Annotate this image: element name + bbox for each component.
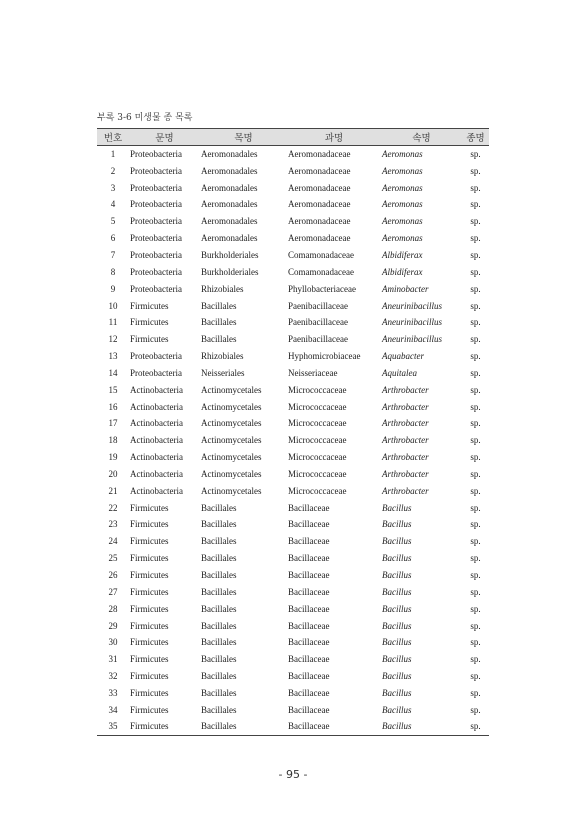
order-cell: Bacillales [201,536,237,547]
species-cell: sp. [470,216,481,227]
order-cell: Rhizobiales [201,283,244,294]
genus-cell: Arthrobacter [382,452,429,463]
table-row [97,162,489,179]
row-number: 3 [110,182,116,193]
genus-cell: Aeromonas [382,165,423,176]
species-cell: sp. [470,182,481,193]
table-row [97,449,489,466]
species-cell: sp. [462,718,489,735]
phylum-cell: Actinobacteria [130,452,183,463]
species-cell: sp. [470,704,481,715]
family-cell: Bacillaceae [288,671,330,682]
species-cell: sp. [470,165,481,176]
order-cell: Bacillales [201,620,237,631]
row-number: 4 [110,199,116,210]
genus-cell: Arthrobacter [382,435,429,446]
row-number: 24 [108,536,118,547]
row-number: 1 [110,149,116,160]
genus-cell: Bacillus [382,603,412,614]
phylum-cell: Proteobacteria [130,149,182,160]
row-number: 9 [110,283,116,294]
phylum-cell: Firmicutes [130,687,169,698]
family-cell: Micrococcaceae [288,468,347,479]
phylum-cell: Firmicutes [130,620,169,631]
genus-cell: Aneurinibacillus [382,317,442,328]
page-number: - 95 - [278,768,308,781]
table-header-row [97,129,489,146]
order-cell: Neisseriales [201,367,245,378]
row-number: 29 [108,620,118,631]
phylum-cell: Firmicutes [130,603,169,614]
row-number: 25 [108,553,118,564]
order-cell: Aeromonadales [201,216,258,227]
species-cell: sp. [470,570,481,581]
family-cell: Micrococcaceae [288,435,347,446]
header-family: 과명 [287,129,381,146]
family-cell: Comamonadaceae [288,266,354,277]
family-cell: Comamonadaceae [288,249,354,260]
species-cell: sp. [470,654,481,665]
phylum-cell: Firmicutes [130,317,169,328]
table-row [97,668,489,685]
phylum-cell: Firmicutes [130,519,169,530]
family-cell: Bacillaceae [288,586,330,597]
table-row [97,297,489,314]
order-cell: Bacillales [201,519,237,530]
family-cell: Micrococcaceae [288,485,347,496]
phylum-cell: Firmicutes [129,718,200,735]
order-cell: Actinomycetales [201,435,262,446]
table-row [97,567,489,584]
family-cell: Micrococcaceae [288,452,347,463]
phylum-cell: Proteobacteria [130,249,182,260]
order-cell: Aeromonadales [201,199,258,210]
family-cell: Phyllobacteriaceae [288,283,356,294]
genus-cell: Aneurinibacillus [382,300,442,311]
phylum-cell: Proteobacteria [130,351,182,362]
family-cell: Aeromonadaceae [288,233,351,244]
table-row [97,146,489,163]
table-row [97,263,489,280]
phylum-cell: Firmicutes [130,586,169,597]
table-row [97,583,489,600]
row-number: 20 [108,468,118,479]
phylum-cell: Firmicutes [130,334,169,345]
family-cell: Bacillaceae [288,553,330,564]
family-cell: Paenibacillaceae [288,300,348,311]
genus-cell: Arthrobacter [382,468,429,479]
row-number: 19 [108,452,118,463]
order-cell: Aeromonadales [201,165,258,176]
row-number: 18 [108,435,118,446]
family-cell: Paenibacillaceae [288,334,348,345]
family-cell: Aeromonadaceae [288,165,351,176]
table-body [97,146,489,736]
order-cell: Bacillales [201,687,237,698]
order-cell: Actinomycetales [201,401,262,412]
phylum-cell: Actinobacteria [130,435,183,446]
order-cell: Bacillales [201,704,237,715]
row-number: 34 [108,704,118,715]
family-cell: Aeromonadaceae [288,149,351,160]
table-row [97,213,489,230]
order-cell: Bacillales [201,317,237,328]
genus-cell: Bacillus [381,718,462,735]
table-row [97,398,489,415]
family-cell: Micrococcaceae [288,401,347,412]
row-number: 27 [108,586,118,597]
phylum-cell: Proteobacteria [130,199,182,210]
row-number: 7 [110,249,116,260]
row-number: 31 [108,654,118,665]
row-number: 2 [110,165,116,176]
genus-cell: Aquitalea [382,367,417,378]
family-cell: Aeromonadaceae [288,216,351,227]
genus-cell: Bacillus [382,620,412,631]
family-cell: Bacillaceae [288,603,330,614]
genus-cell: Aeromonas [382,216,423,227]
family-cell: Micrococcaceae [288,384,347,395]
table-row [97,196,489,213]
genus-cell: Bacillus [382,536,412,547]
phylum-cell: Proteobacteria [130,367,182,378]
species-cell: sp. [470,536,481,547]
phylum-cell: Firmicutes [130,502,169,513]
row-number: 13 [108,351,118,362]
family-cell: Hyphomicrobiaceae [288,351,361,362]
table-row [97,634,489,651]
header-species: 종명 [462,129,489,146]
phylum-cell: Proteobacteria [130,182,182,193]
genus-cell: Albidiferax [382,266,423,277]
order-cell: Bacillales [201,654,237,665]
genus-cell: Aquabacter [382,351,424,362]
phylum-cell: Firmicutes [130,536,169,547]
species-cell: sp. [470,637,481,648]
species-cell: sp. [470,199,481,210]
family-cell: Paenibacillaceae [288,317,348,328]
order-cell: Aeromonadales [201,149,258,160]
species-cell: sp. [470,603,481,614]
header-number: 번호 [97,129,129,146]
family-cell: Bacillaceae [288,570,330,581]
table-row [97,685,489,702]
species-cell: sp. [470,620,481,631]
phylum-cell: Actinobacteria [130,384,183,395]
genus-cell: Albidiferax [382,249,423,260]
header-genus: 속명 [381,129,462,146]
order-cell: Bacillales [201,300,237,311]
table-row [97,432,489,449]
species-cell: sp. [470,266,481,277]
genus-cell: Bacillus [382,586,412,597]
phylum-cell: Proteobacteria [130,266,182,277]
order-cell: Bacillales [201,502,237,513]
genus-cell: Bacillus [382,553,412,564]
order-cell: Burkholderiales [201,266,259,277]
species-cell: sp. [470,553,481,564]
genus-cell: Aeromonas [382,182,423,193]
species-cell: sp. [470,351,481,362]
species-cell: sp. [470,283,481,294]
table-row [97,499,489,516]
species-cell: sp. [470,586,481,597]
table-row [97,331,489,348]
table-row [97,600,489,617]
header-phylum: 문명 [129,129,200,146]
genus-cell: Arthrobacter [382,485,429,496]
table-row [97,348,489,365]
species-cell: sp. [470,233,481,244]
table-row [97,466,489,483]
genus-cell: Arthrobacter [382,418,429,429]
row-number: 32 [108,671,118,682]
order-cell: Bacillales [200,718,287,735]
phylum-cell: Actinobacteria [130,418,183,429]
table-row [97,516,489,533]
family-cell: Bacillaceae [288,502,330,513]
row-number: 14 [108,367,118,378]
order-cell: Bacillales [201,586,237,597]
family-cell: Bacillaceae [288,654,330,665]
phylum-cell: Actinobacteria [130,401,183,412]
phylum-cell: Proteobacteria [130,233,182,244]
table-row [97,280,489,297]
species-cell: sp. [470,452,481,463]
phylum-cell: Proteobacteria [130,216,182,227]
phylum-cell: Firmicutes [130,300,169,311]
family-cell: Micrococcaceae [288,418,347,429]
phylum-cell: Firmicutes [130,704,169,715]
row-number: 5 [110,216,116,227]
row-number: 17 [108,418,118,429]
genus-cell: Aeromonas [382,233,423,244]
phylum-cell: Firmicutes [130,671,169,682]
row-number: 23 [108,519,118,530]
order-cell: Bacillales [201,553,237,564]
genus-cell: Bacillus [382,502,412,513]
phylum-cell: Actinobacteria [130,485,183,496]
phylum-cell: Firmicutes [130,654,169,665]
table-row [97,179,489,196]
genus-cell: Bacillus [382,671,412,682]
order-cell: Actinomycetales [201,384,262,395]
species-table [97,128,489,736]
species-cell: sp. [470,502,481,513]
species-cell: sp. [470,418,481,429]
order-cell: Burkholderiales [201,249,259,260]
genus-cell: Bacillus [382,654,412,665]
species-cell: sp. [470,401,481,412]
species-cell: sp. [470,317,481,328]
order-cell: Aeromonadales [201,233,258,244]
row-number: 33 [108,687,118,698]
table-row [97,617,489,634]
genus-cell: Bacillus [382,570,412,581]
table-row [97,701,489,718]
species-cell: sp. [470,300,481,311]
family-cell: Bacillaceae [288,519,330,530]
phylum-cell: Proteobacteria [130,283,182,294]
family-cell: Neisseriaceae [288,367,338,378]
table-caption: 부록 3-6 미생물 종 목록 [97,113,193,123]
row-number: 11 [108,317,118,328]
species-cell: sp. [470,435,481,446]
species-cell: sp. [470,687,481,698]
row-number: 22 [108,502,118,513]
table-row [97,381,489,398]
family-cell: Aeromonadaceae [288,182,351,193]
phylum-cell: Firmicutes [130,570,169,581]
row-number: 10 [108,300,118,311]
family-cell: Bacillaceae [288,637,330,648]
species-cell: sp. [470,149,481,160]
order-cell: Bacillales [201,603,237,614]
header-order: 목명 [200,129,287,146]
genus-cell: Bacillus [382,704,412,715]
table-row [97,314,489,331]
row-number: 30 [108,637,118,648]
phylum-cell: Firmicutes [130,553,169,564]
order-cell: Bacillales [201,637,237,648]
species-cell: sp. [470,485,481,496]
table-row [97,651,489,668]
row-number: 15 [108,384,118,395]
genus-cell: Arthrobacter [382,384,429,395]
family-cell: Bacillaceae [288,536,330,547]
species-cell: sp. [470,334,481,345]
row-number: 6 [110,233,116,244]
table-row [97,550,489,567]
genus-cell: Aminobacter [382,283,429,294]
table-row [97,533,489,550]
table-row [97,718,489,735]
phylum-cell: Firmicutes [130,637,169,648]
order-cell: Bacillales [201,671,237,682]
species-cell: sp. [470,519,481,530]
phylum-cell: Proteobacteria [130,165,182,176]
row-number: 16 [108,401,118,412]
phylum-cell: Actinobacteria [130,468,183,479]
row-number: 28 [108,603,118,614]
genus-cell: Aneurinibacillus [382,334,442,345]
order-cell: Aeromonadales [201,182,258,193]
order-cell: Actinomycetales [201,485,262,496]
genus-cell: Aeromonas [382,199,423,210]
species-cell: sp. [470,671,481,682]
family-cell: Bacillaceae [288,704,330,715]
row-number: 26 [108,570,118,581]
species-cell: sp. [470,249,481,260]
family-cell: Bacillaceae [287,718,381,735]
order-cell: Bacillales [201,334,237,345]
order-cell: Rhizobiales [201,351,244,362]
order-cell: Actinomycetales [201,452,262,463]
table-row [97,364,489,381]
family-cell: Aeromonadaceae [288,199,351,210]
family-cell: Bacillaceae [288,687,330,698]
family-cell: Bacillaceae [288,620,330,631]
table-row [97,247,489,264]
species-cell: sp. [470,468,481,479]
row-number: 21 [108,485,118,496]
table-row [97,482,489,499]
table-row [97,415,489,432]
genus-cell: Arthrobacter [382,401,429,412]
order-cell: Bacillales [201,570,237,581]
genus-cell: Bacillus [382,637,412,648]
genus-cell: Bacillus [382,687,412,698]
genus-cell: Bacillus [382,519,412,530]
row-number: 35 [97,718,129,735]
row-number: 12 [108,334,118,345]
order-cell: Actinomycetales [201,418,262,429]
genus-cell: Aeromonas [382,149,423,160]
order-cell: Actinomycetales [201,468,262,479]
species-cell: sp. [470,367,481,378]
table-row [97,230,489,247]
species-cell: sp. [470,384,481,395]
row-number: 8 [110,266,116,277]
